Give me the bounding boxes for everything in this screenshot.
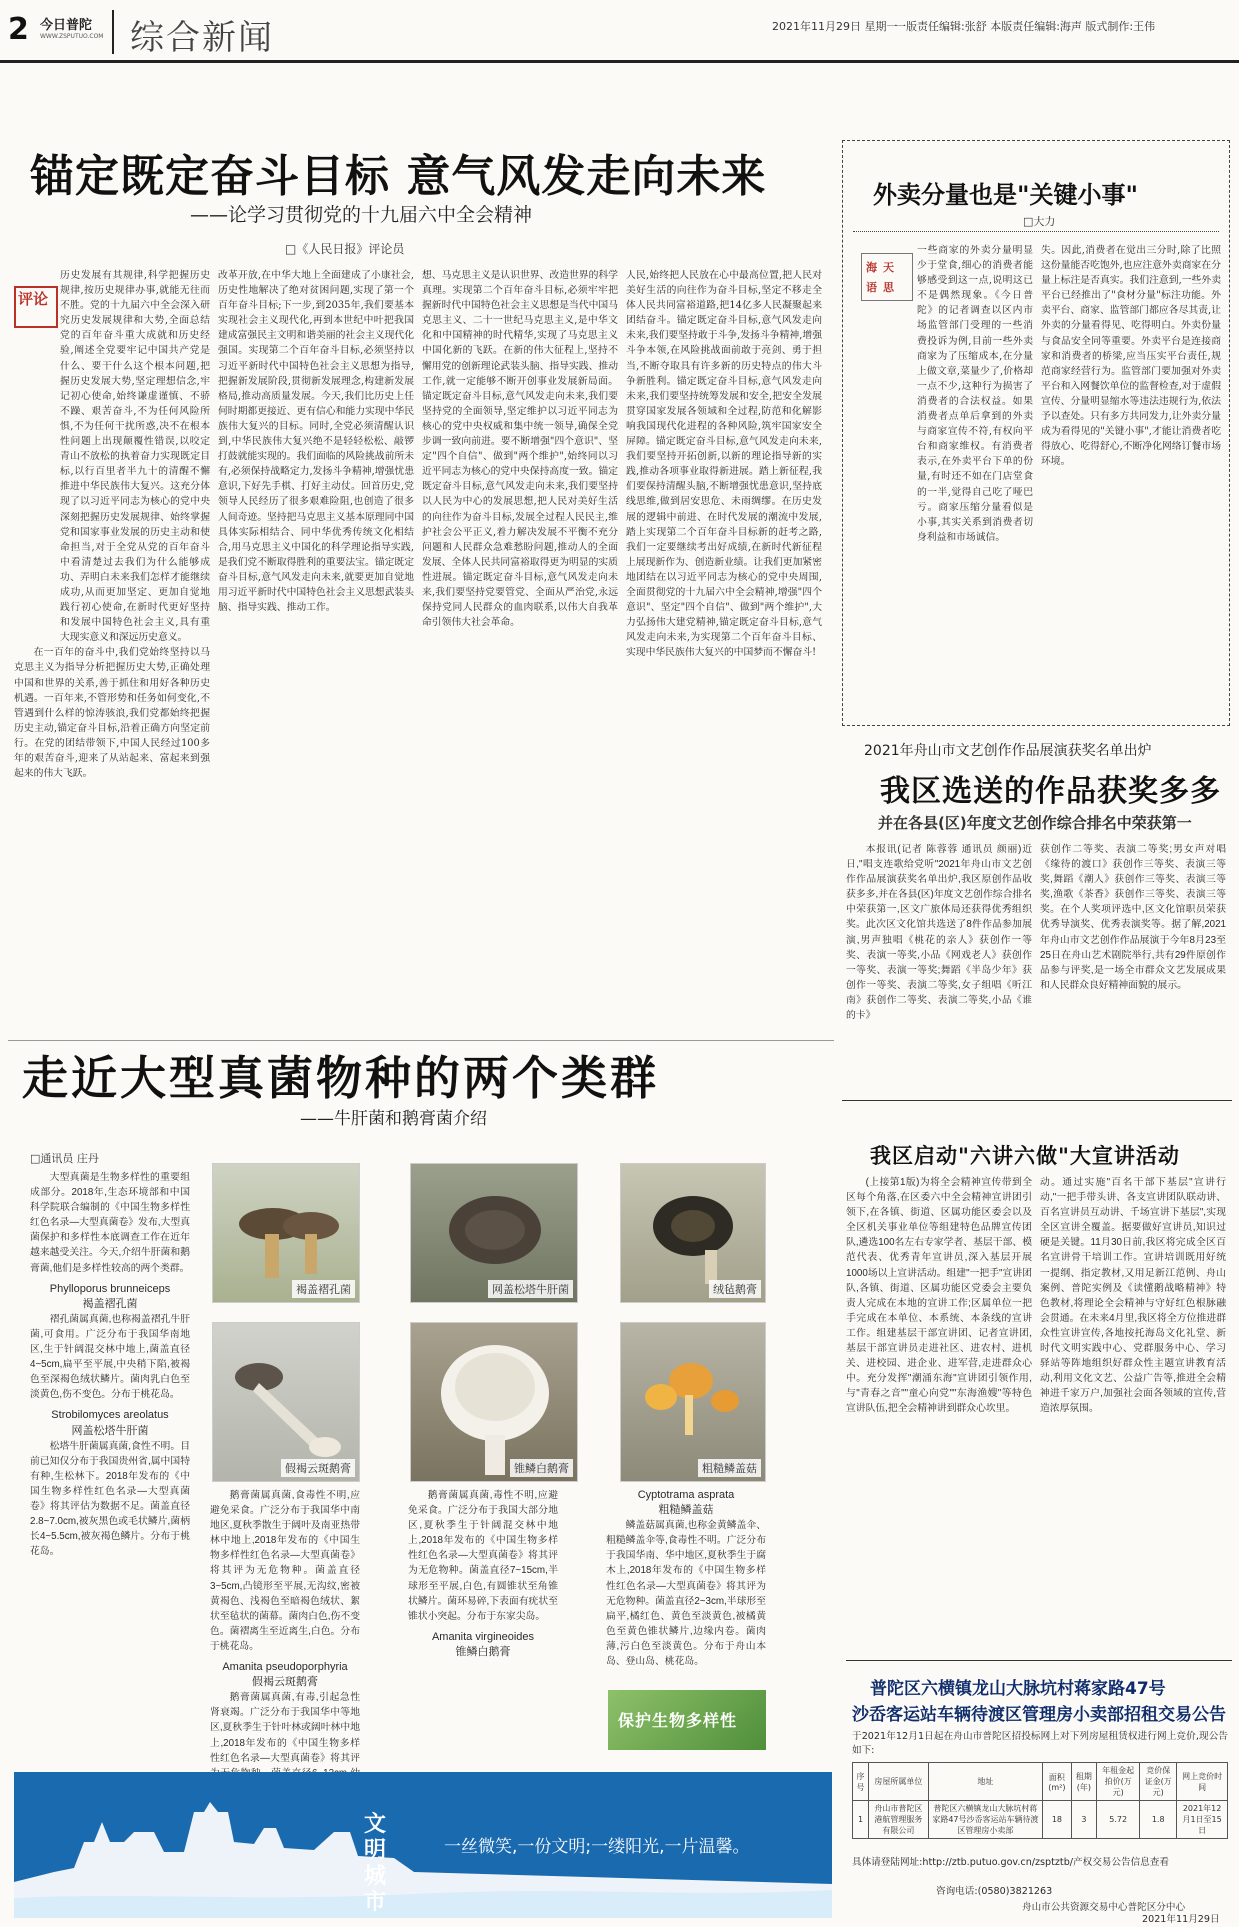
notice-title-1: 普陀区六横镇龙山大脉坑村蒋家路47号 xyxy=(870,1679,1166,1699)
civilization-slogan: 一丝微笑,一份文明;一缕阳光,一片温馨。 xyxy=(444,1837,750,1857)
dateline: 2021年11月29日 星期一 xyxy=(772,20,898,33)
species-2-latin: Strobilomyces areolatus xyxy=(51,1409,169,1422)
notice-table-header-cell: 地址 xyxy=(928,1763,1043,1801)
biodiversity-banner xyxy=(608,1690,766,1750)
species-2-text: 松塔牛肝菌属真菌,食性不明。目前已知仅分布于我国贵州省,属中国特有种,生松林下。2018年发布的《中国生物多样性红色名录—大型真菌卷》将其评估为数据不足。菌盖直径2.8~7.0cm,被灰黑色或毛状鳞片,菌柄长4~5.5cm,被灰褐色鳞片。分布于桃花岛。 xyxy=(30,1440,190,1558)
commentary-byline: □大力 xyxy=(1023,215,1056,228)
notice-table-header-cell: 竞价保证金(万元) xyxy=(1140,1763,1177,1801)
award-col1-text: 本报讯(记者 陈蓉蓉 通讯员 颜丽)近日,"唱支连歌给党听"2021年舟山市文艺创作作品展演获奖名单出炉,我区原创作品收获多多,并在各县(区)年度文艺创作综合排名中荣获第一,区文广旅体局还获得优秀组织奖。此次区文化馆共选送了8件作品参加展演,男声独唱《桃花的亲人》获创作一等奖、表演一等奖,小品《网戏老人》获创作一等奖、表演一等奖;舞蹈《半岛少年》获创作一等奖、表演二等奖,女子组唱《听江南》获创作二等奖、表演二等奖,小品《谁的卡》 xyxy=(846,844,1032,1022)
species-4-cn: 假褐云斑鹅膏 xyxy=(252,1676,318,1689)
photo-label: 绒毡鹅膏 xyxy=(709,1280,761,1298)
notice-table-header-cell: 年租金起拍价(万元) xyxy=(1097,1763,1140,1801)
species-3-text: 鹅膏菌属真菌,食毒性不明,应避免采食。广泛分布于我国华中南地区,夏秋季散生于阔叶及南亚热带林中地上,2018年发布的《中国生物多样性红色名录—大型真菌卷》将其评为无危物种。菌盖直径3~5cm,凸镜形至平展,无沟纹,密被黄褐色、浅褐色至暗褐色绒状、絮状至毡状的菌幕。菌肉白色,伤不变色。菌褶离生至近离生,白色。分布于桃花岛。 xyxy=(210,1490,360,1652)
masthead xyxy=(0,0,1239,66)
species-6-cn: 粗糙鳞盖菇 xyxy=(658,1504,714,1517)
species-5-cn: 锥鳞白鹅膏 xyxy=(455,1645,511,1658)
photo-label: 锥鳞白鹅膏 xyxy=(510,1459,573,1477)
page-number: 2 xyxy=(8,12,29,47)
article1-col1b-text: 在一百年的奋斗中,我们党始终坚持以马克思主义为指导分析把握历史大势,正确处理中国和世界的关系,善于抓住和用好各种历史机遇。一百年来,不管形势和任务如何变化,不管遇到什么样的惊涛骇浪,我们党都始终把握历史主动,锚定奋斗目标,沿着正确方向坚定前行。在党的团结带领下,中国人民经过100多年的艰苦奋斗,迎来了从站起来、富起来到强起来的伟大飞跃。 xyxy=(14,647,210,780)
article1-col3-text: 想、马克思主义是认识世界、改造世界的科学真理。实现第二个百年奋斗目标,必须牢牢把握新时代中国特色社会主义思想是当代中国马克思主义、二十一世纪马克思主义,是中华文化和中国精神的时代精华,实现了马克思主义中国化新的飞跃。在新的伟大征程上,坚持不懈用党的创新理论武装头脑、指导实践、推动工作,就一定能够不断开创事业发展新局面。锚定既定奋斗目标,意气风发走向未来,我们要坚持党的全面领导,坚定维护以习近平同志为核心的党中央权威和集中统一领导,确保全党步调一致向前进。要不断增强"四个意识"、坚定"四个自信"、做到"两个维护",始终同以习近平同志为核心的党中央保持高度一致。锚定既定奋斗目标,意气风发走向未来,我们要坚持以人民为中心的发展思想,把人民对美好生活的向往作为奋斗目标,发展全过程人民民主,维护社会公平正义,着力解决发展不平衡不充分问题和人民群众急难愁盼问题,推动人的全面发展、全体人民共同富裕取得更为明显的实质性进展。锚定既定奋斗目标,意气风发走向未来,我们要坚持党要管党、全面从严治党,永远保持党同人民群众的血肉联系,以伟大自我革命引领伟大社会革命。 xyxy=(422,270,618,629)
species-6-text: 鳞盖菇属真菌,也称金黄鳞盖伞、粗糙鳞盖伞等,食毒性不明。广泛分布于我国华南、华中地区,夏秋季生于腐木上,2018年发布的《中国生物多样性红色名录—大型真菌卷》将其评为无危物种。菌盖直径2~3cm,半球形至扁平,橘红色、黄色至淡黄色,被橘黄色至黄色锥状鳞片,边缘内卷。菌肉薄,污白色至淡黄色。分布于舟山本岛、登山岛、桃花岛。 xyxy=(606,1520,766,1668)
photo-amanita-virgineoides xyxy=(410,1322,578,1482)
notice-table-header-cell: 网上竞价时间 xyxy=(1177,1763,1228,1801)
campaign-title: 我区启动"六讲六做"大宣讲活动 xyxy=(870,1144,1180,1168)
site-url: WWW.ZSPUTUO.COM xyxy=(40,33,104,40)
article1-col4-text: 人民,始终把人民放在心中最高位置,把人民对美好生活的向往作为奋斗目标,坚定不移走全体人民共同富裕道路,把14亿多人民凝聚起来团结奋斗。锚定既定奋斗目标,意气风发走向未来,我们要坚持敢于斗争,发扬斗争精神,增强斗争本领,在风险挑战面前敢于亮剑、勇于担当,不断夺取具有许多新的历史特点的伟大斗争新胜利。锚定既定奋斗目标,意气风发走向未来,我们要坚持统筹发展和安全,把安全发展贯穿国家发展各领域和全过程,防范和化解影响我国现代化进程的各种风险,筑牢国家安全屏障。锚定既定奋斗目标,意气风发走向未来,我们要坚持开拓创新,以新的理论指导新的实践,推动各项事业取得新进展。踏上新征程,我们要保持清醒头脑,不断增强忧患意识,坚持底线思维,做到居安思危、未雨绸缪。在历史发展的逻辑中前进、在时代发展的潮流中发展,踏上实现第二个百年奋斗目标新的赶考之路,我们一定要继续考出好成绩,在新时代新征程上展现新作为、创造新业绩。让我们更加紧密地团结在以习近平同志为核心的党中央周围,全面贯彻党的十九届六中全会精神,增强"四个意识"、坚定"四个自信"、做到"两个维护",大力弘扬伟大建党精神,锚定既定奋斗目标,意气风发走向未来,为实现第二个百年奋斗目标、实现中华民族伟大复兴的中国梦而不懈奋斗! xyxy=(626,270,822,659)
species-1-text: 褶孔菌属真菌,也称褐盖褶孔牛肝菌,可食用。广泛分布于我国华南地区,生于针阔混交林中地上,菌盖直径4~5cm,扁平至平展,中央稍下陷,被褐色至深褐色绒状鳞片。菌肉乳白色至淡黄色,伤不变色。分布于桃花岛。 xyxy=(30,1313,190,1401)
photo-label: 网盖松塔牛肝菌 xyxy=(488,1280,573,1298)
notice-contact-phone: 咨询电话:(0580)3821263 xyxy=(936,1886,1053,1897)
notice-table-cell: 1 xyxy=(853,1801,869,1839)
notice-table-cell: 5.72 xyxy=(1097,1801,1140,1839)
article1-col2 xyxy=(218,268,414,1028)
paper-name-logo: 今日普陀 xyxy=(40,18,93,33)
notice-table-cell: 2021年12月1日至15日 xyxy=(1177,1801,1228,1839)
photo-label: 粗糙鳞盖菇 xyxy=(698,1459,761,1477)
photo-phylloporus xyxy=(212,1163,360,1303)
photo-amanita-vestita xyxy=(620,1163,766,1303)
fungi-byline: □通讯员 庄丹 xyxy=(30,1152,99,1165)
campaign-col2 xyxy=(1040,1175,1226,1655)
award-subtitle: 并在各县(区)年度文艺创作综合排名中荣获第一 xyxy=(878,814,1192,832)
award-col2-text: 获创作二等奖、表演二等奖;男女声对唱《缘待的渡口》获创作三等奖、表演三等奖,舞蹈《潮人》获创作三等奖、表演三等奖,渔歌《茶香》获创作三等奖、表演三等奖。在个人奖项评选中,区文化馆职员荣获优秀导演奖、优秀表演奖等。据了解,2021年舟山市文艺创作作品展演于今年8月23至25日在舟山艺术剧院举行,共有29件原创作品参与评奖,是一场全市群众文艺发展成果和人民群众良好精神面貌的展示。 xyxy=(1040,844,1226,991)
commentary-col1 xyxy=(853,243,1033,713)
award-kicker: 2021年舟山市文艺创作作品展演获奖名单出炉 xyxy=(864,743,1152,759)
fungi-col2 xyxy=(210,1488,360,1764)
commentary-col1-text: 一些商家的外卖分量明显少于堂食,细心的消费者能够感受到这一点,说明这已不是偶然现象。《今日普陀》的记者调查以区内市场监管部门受理的一些消费投诉为例,目前一些外卖商家为了压缩成本,在分量上做文章,菜量少了,价格却一点不少,这种行为损害了消费者的合法权益。如果消费者点单后拿到的外卖与商家宣传不符,有权向平台和商家维权。有消费者表示,在外卖平台下单的份量,有时还不如在门店堂食的一半,觉得自己吃了哑巴亏。商家压缩分量看似是小事,其实关系到消费者切身利益和市场诚信。 xyxy=(917,245,1033,543)
article1-title: 锚定既定奋斗目标 意气风发走向未来 xyxy=(30,151,767,202)
notice-contact-site: 具体请登陆网址:http://ztb.putuo.gov.cn/zsptztb/产权交易公告信息查看 xyxy=(852,1857,1169,1868)
fungi-col1 xyxy=(30,1170,190,1750)
civilization-banner xyxy=(14,1772,832,1918)
species-4-text: 鹅膏菌属真菌,有毒,引起急性肾衰竭。广泛分布于我国华中等地区,夏秋季生于针叶林或阔叶林中地上,2018年发布的《中国生物多样性红色名录—大型真菌卷》将其评 xyxy=(210,1692,360,1764)
article1-col3 xyxy=(422,268,618,1028)
campaign-col2-text: 动。通过实施"百名干部下基层"宣讲行动,"一把手带头讲、各支宣讲团队联动讲、百名宣讲员互动讲、千场宣讲下基层",实现全区宣讲全覆盖。据要做好宣讲员,知识过硬是关键。11月30日前,我区将完成全区百名宣讲骨干培训工作。宣讲培训既用好统一提纲、指定教材,又用足新江范例、舟山案例、普陀实例及《读懂鹅战略精神》特色教材,将理论全会精神与守好红色根脉融会贯通。在未来4月里,我区将全方位推进群众性宣讲宣传,各地按托海岛文化礼堂、新时代文明实践中心、党群服务中心、学习驿站等阵地组织好群众性主题宣讲教育活动,利用文化文艺、公益广告等,推进全会精神进千家万户,加强社会面各领域的宣传,营造浓厚氛围。 xyxy=(1040,1177,1226,1415)
article1-col1 xyxy=(14,268,210,1028)
notice-table-cell: 1.8 xyxy=(1140,1801,1177,1839)
section-title: 综合新闻 xyxy=(130,18,274,58)
campaign-col1-text: (上接第1版)为将全会精神宣传带到全区每个角落,在区委六中全会精神宣讲团引领下,在各镇、街道、区属功能区委会以及全区机关事业单位等组建特色品牌宣传团队,遴选100名左右专家学者、基层干部、模范代表、优秀青年宣讲员,深入基层开展1000场以上宣讲活动。组建"一把手"宣讲团队,各镇、街道、区属功能区党委会主要负责人完成在本地的宣讲工作;区属单位一把手完成在本单位、本系统、本条线的宣讲工作。组建基层干部宣讲团、记者宣讲团,基层干部宣讲员走进社区、进农村、进机关、进校园、进企业、进军营,走进群众心中。充分发挥"潮涌东海"宣讲团引领作用,与"青春之音""童心向党""东海渔嫂"等特色宣讲队伍,把全会精神讲到群众心坎里。 xyxy=(846,1177,1032,1415)
species-5-text: 鹅膏菌属真菌,毒性不明,应避免采食。广泛分布于我国大部分地区,夏秋季生于针阔混交林中地上,2018年发布的《中国生物多样性红色名录—大型真菌卷》将其评为无危物种。菌盖直径7~15cm,半球形至平展,白色,有圆锥状至角锥状鳞片。菌环易碎,下表面有疣状至锥状小突起。分布于东家尖岛。 xyxy=(408,1490,558,1622)
notice-body: 于2021年12月1日起在舟山市普陀区招投标网上对下列房屋租赁权进行网上竞价,现公告如下: xyxy=(852,1731,1228,1756)
biodiversity-banner-text: 保护生物多样性 xyxy=(618,1711,738,1730)
commentary-col2 xyxy=(1041,243,1221,713)
notice-table-cell: 18 xyxy=(1043,1801,1071,1839)
editors: 一版责任编辑:张舒 本版责任编辑:海声 版式制作:王伟 xyxy=(895,20,1156,33)
article1-byline: □《人民日报》评论员 xyxy=(285,242,405,256)
species-5-latin: Amanita virgineoides xyxy=(431,1630,535,1643)
notice-table-header-cell: 租期(年) xyxy=(1071,1763,1096,1801)
notice-table-cell: 普陀区六横镇龙山大脉坑村蒋家路47号沙岙客运站车辆待渡区管理房小卖部 xyxy=(928,1801,1043,1839)
notice-table-header xyxy=(853,1763,1228,1801)
notice-table-header-cell: 序号 xyxy=(853,1763,869,1801)
commentary-col2-text: 失。因此,消费者在觉出三分时,除了比照这份量能否吃饱外,也应注意外卖商家在分量上标注是否真实。我们注意到,一些外卖平台已经推出了"食材分量"标注功能。外卖平台、商家、监管部门都应各尽其责,让外卖的分量看得见、吃得明白。外卖份量与食品安全同等重要。外卖平台是连接商家和消费者的桥梁,应当压实平台责任,规范商家经营行为。监管部门要加强对外卖平台和入网餐饮单位的监督检查,对于虚假宣传、分量明显缩水等违法违规行为,依法予以查处。只有多方共同发力,让外卖分量成为看得见的"关键小事",才能让消费者吃得放心、吃得舒心,不断净化网络订餐市场环境。 xyxy=(1041,245,1221,468)
species-4-latin: Amanita pseudoporphyria xyxy=(222,1661,348,1674)
species-2-cn: 网盖松塔牛肝菌 xyxy=(71,1424,149,1437)
article1-col4 xyxy=(626,268,822,1028)
notice-table-row xyxy=(853,1801,1228,1839)
award-col2 xyxy=(1040,842,1226,1090)
civilization-title: 文明城市 xyxy=(364,1812,387,1915)
photo-label: 假褐云斑鹅膏 xyxy=(281,1459,355,1477)
photo-amanita-pseudoporphyria xyxy=(212,1322,360,1482)
species-1-latin: Phylloporus brunneiceps xyxy=(49,1282,171,1295)
commentary-box xyxy=(842,140,1230,726)
article1-col2-text: 改革开放,在中华大地上全面建成了小康社会,历史性地解决了绝对贫困问题,实现了第一个百年奋斗目标;下一步,到2035年,我们要基本实现社会主义现代化,再到本世纪中叶把我国建成富强民主文明和谐美丽的社会主义现代化强国。实现第二个百年奋斗目标,必须坚持以习近平新时代中国特色社会主义思想为指导,把握新发展阶段,贯彻新发展理念,构建新发展格局,推动高质量发展。今天,我们比历史上任何时期都更接近、更有信心和能力实现中华民族伟大复兴的目标。同时,全党必须清醒认识到,中华民族伟大复兴绝不是轻轻松松、敲锣打鼓就能实现的。我们面临的风险挑战前所未有,必须保持战略定力,发扬斗争精神,增强忧患意识,下好先手棋、打好主动仗。回首历史,党领导人民经历了很多艰难险阻,也创造了很多人间奇迹。坚持把马克思主义基本原理同中国具体实际相结合、同中华优秀传统文化相结合,用马克思主义中国化的科学理论指导实践,是我们党不断取得胜利的重要法宝。锚定既定奋斗目标,意气风发走向未来,就要更加自觉地用习近平新时代中国特色社会主义思想武装头脑、指导实践、推动工作。 xyxy=(218,270,414,614)
species-6-latin: Cyptotrama asprata xyxy=(637,1489,735,1501)
notice-org: 舟山市公共资源交易中心普陀区分中心 xyxy=(1022,1902,1186,1913)
notice-date: 2021年11月29日 xyxy=(1142,1914,1220,1925)
fungi-col3 xyxy=(408,1488,558,1758)
photo-cyptotrama xyxy=(620,1322,766,1482)
species-1-cn: 褐盖褶孔菌 xyxy=(82,1297,138,1310)
fungi-subtitle: ——牛肝菌和鹅膏菌介绍 xyxy=(300,1109,487,1129)
badge-text: 评论 xyxy=(18,290,49,308)
notice-box xyxy=(846,1660,1232,1925)
fungi-intro: 大型真菌是生物多样性的重要组成部分。2018年,生态环境部和中国科学院联合编制的《中国生物多样性红色名录—大型真菌卷》发布,大型真菌保护和多样性本底调查工作在近年越来越受关注。今天,介绍牛肝菌和鹅膏菌,他们是多样性较高的两个类群。 xyxy=(30,1172,190,1274)
award-col1 xyxy=(846,842,1032,1090)
award-title: 我区选送的作品获奖多多 xyxy=(880,774,1221,809)
campaign-col1 xyxy=(846,1175,1032,1655)
photo-label: 褐盖褶孔菌 xyxy=(292,1280,355,1298)
sea-sky-badge-text: 海天语思 xyxy=(866,261,900,294)
fungi-title: 走近大型真菌物种的两个类群 xyxy=(22,1051,659,1105)
photo-strobilomyces xyxy=(410,1163,578,1303)
notice-table-cell: 3 xyxy=(1071,1801,1096,1839)
notice-table-header-cell: 面积(m²) xyxy=(1043,1763,1071,1801)
article1-col1-text: 历史发展有其规律,科学把握历史规律,按历史规律办事,就能无往而不胜。党的十九届六中全会深入研究历史发展规律和大势,全面总结党的百年奋斗重大成就和历史经验,阐述全党要牢记中国共产党是什么、要干什么这个根本问题,把握历史发展大势,坚定理想信念,牢记初心使命,始终谦虚谨慎、不骄不躁、艰苦奋斗,不为任何风险所惧,不为任何干扰所惑,决不在根本性问题上出现颠覆性错误,以咬定青山不放松的执着奋力实现既定目标,以行百里者半九十的清醒不懈推进中华民族伟大复兴。这充分体现了以习近平同志为核心的党中央深刻把握历史发展规律、始终掌握党和国家事业发展的历史主动和使命担当,对于全党从党的百年奋斗中看清楚过去我们为什么能够成功、弄明白未来我们怎样才能继续成功,从而更加坚定、更加自觉地践行初心使命,在新时代更好坚持和发展中国特色社会主义,具有重大现实意义和深远历史意义。 xyxy=(60,270,210,644)
notice-title-2: 沙岙客运站车辆待渡区管理房小卖部招租交易公告 xyxy=(852,1705,1226,1725)
notice-table-header-cell: 房屋所属单位 xyxy=(869,1763,929,1801)
notice-table xyxy=(852,1762,1228,1839)
fungi-col4 xyxy=(606,1488,766,1684)
commentary-title: 外卖分量也是"关键小事" xyxy=(873,181,1139,209)
article1-subtitle: ——论学习贯彻党的十九届六中全会精神 xyxy=(190,204,533,226)
notice-table-cell: 舟山市普陀区港航管理服务有限公司 xyxy=(869,1801,929,1839)
